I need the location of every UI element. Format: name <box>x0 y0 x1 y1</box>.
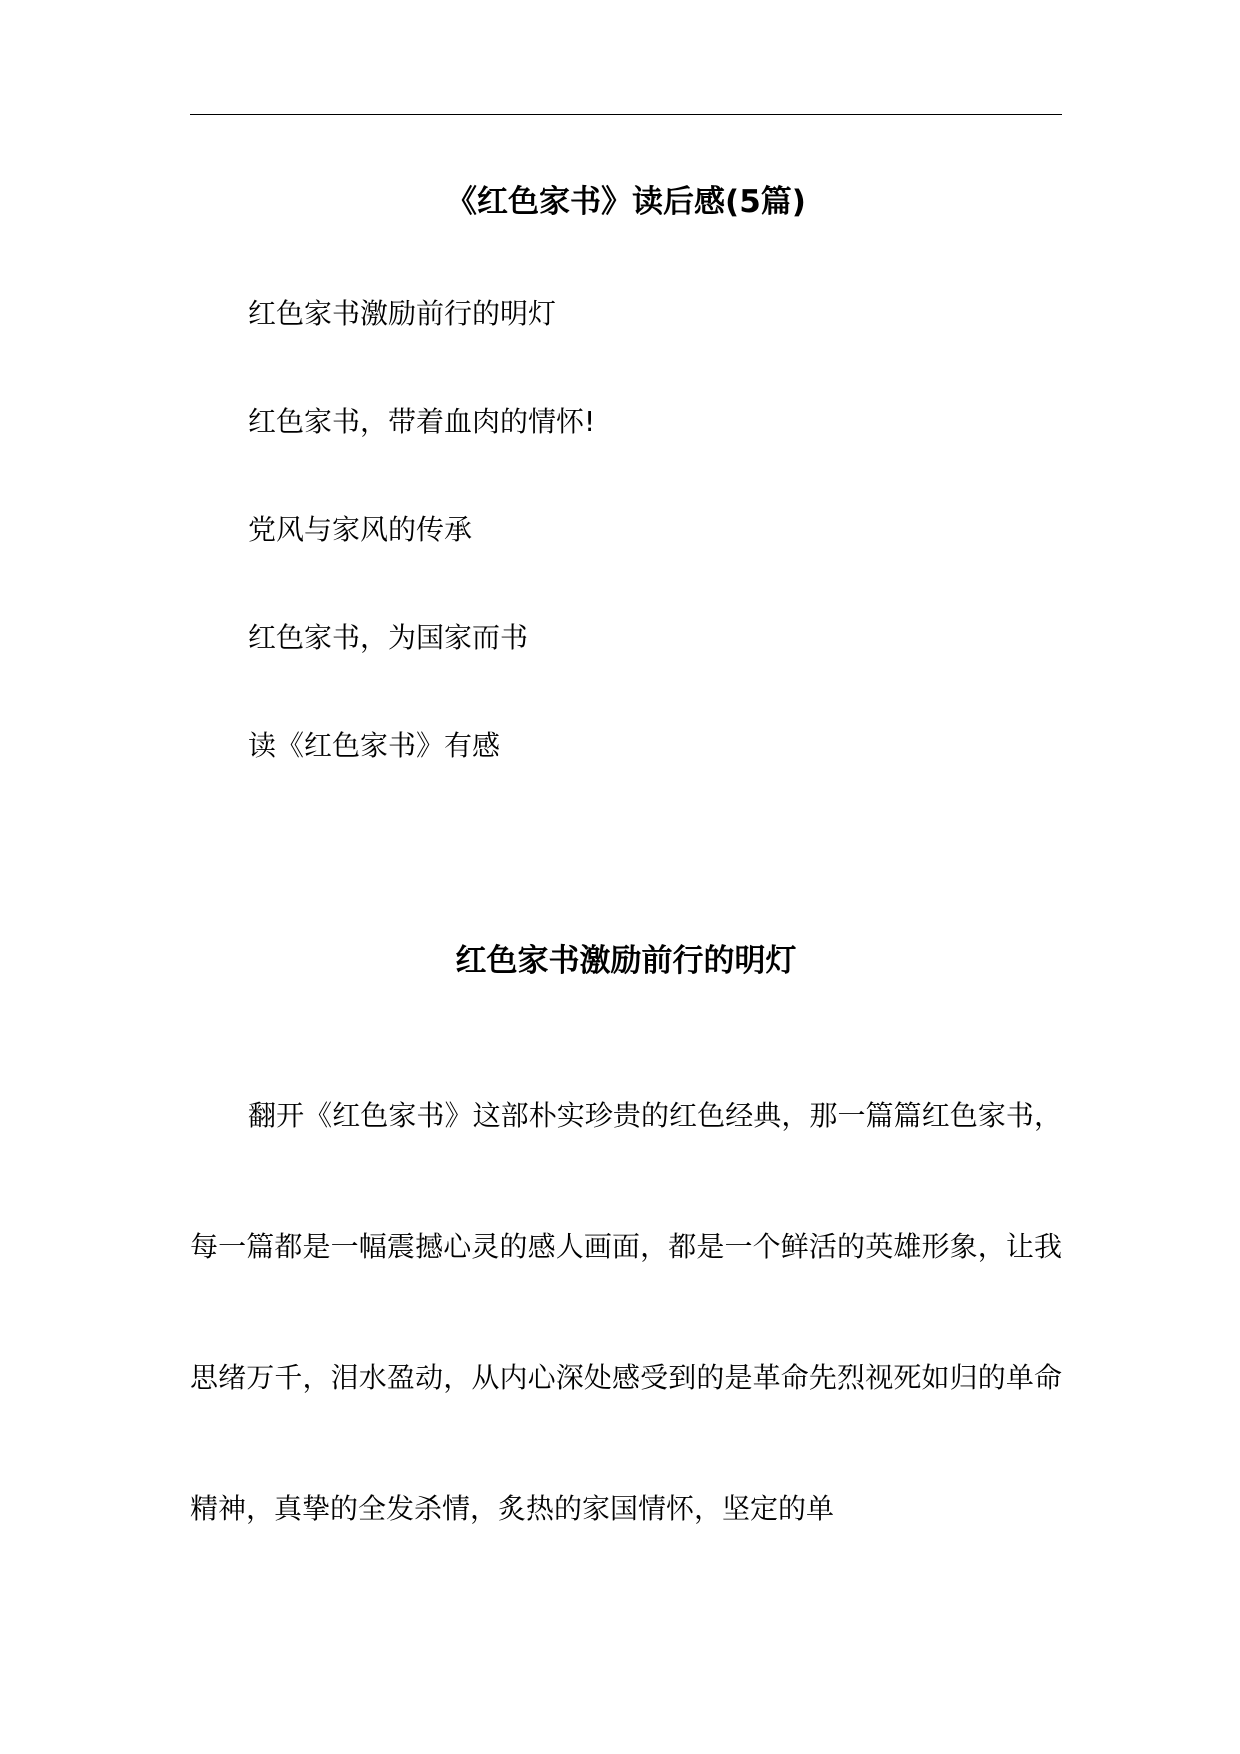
document-title: 《红色家书》读后感(5篇) <box>446 184 806 220</box>
table-of-contents <box>248 290 595 830</box>
body-paragraph: 翻开《红色家书》这部朴实珍贵的红色经典，那一篇篇红色家书，每一篇都是一幅震撼心灵的感人画面，都是一个鲜活的英雄形象，让我思绪万千，泪水盈动，从内心深处感受到的是革命先烈视死如归的单命精神，真挚的全发杀情，炙热的家国情怀，坚定的单 <box>190 1099 1062 1525</box>
toc-item: 红色家书激励前行的明灯 <box>248 297 557 330</box>
toc-item: 党风与家风的传承 <box>248 513 473 546</box>
header-rule <box>190 114 1062 115</box>
toc-item: 红色家书，为国家而书 <box>248 621 529 654</box>
section-title: 红色家书激励前行的明灯 <box>455 943 797 979</box>
toc-item: 读《红色家书》有感 <box>248 729 501 762</box>
toc-item: 红色家书，带着血肉的情怀! <box>248 405 596 438</box>
